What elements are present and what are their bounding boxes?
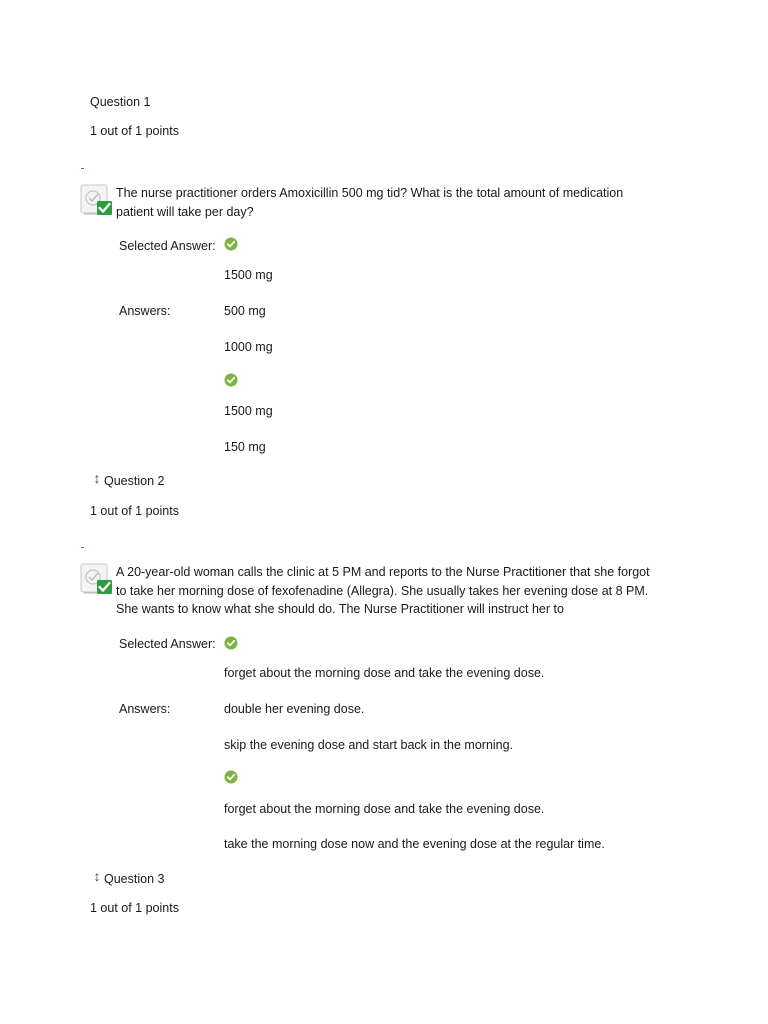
question-3-points: 1 out of 1 points [90, 901, 179, 915]
question-3-title: Question 3 [104, 872, 165, 886]
answers-label: Answers: [119, 304, 171, 318]
question-2-text: A 20-year-old woman calls the clinic at 5 PM and reports to the Nurse Practitioner that she forgot to take her morning dose of fexofenadine (Allegra). She usually takes her evening dose at 8 PM. She wants to know what she should do. The Nurse Practitioner will instruct her to [116, 565, 650, 616]
up-down-arrow-icon[interactable]: ↕ [93, 470, 101, 486]
check-circle-icon [224, 373, 238, 387]
answer-option: 150 mg [224, 440, 266, 454]
answer-option: take the morning dose now and the evening dose at the regular time. [224, 837, 605, 851]
up-down-arrow-icon[interactable]: ↕ [93, 868, 101, 884]
check-circle-icon [224, 237, 238, 251]
selected-answer-value: 1500 mg [224, 268, 273, 282]
anchor-dash [81, 547, 84, 548]
answer-option: double her evening dose. [224, 702, 365, 716]
question-1-points: 1 out of 1 points [90, 124, 179, 138]
answers-label: Answers: [119, 702, 171, 716]
question-2-title: Question 2 [104, 474, 165, 488]
answer-option: 1000 mg [224, 340, 273, 354]
check-circle-icon [224, 770, 238, 784]
selected-answer-label: Selected Answer: [119, 239, 216, 253]
question-1-text: The nurse practitioner orders Amoxicillin 500 mg tid? What is the total amount of medication patient will take per day? [116, 186, 624, 219]
answer-option: 500 mg [224, 304, 266, 318]
anchor-dash [81, 168, 84, 169]
selected-answer-value: forget about the morning dose and take the evening dose. [224, 666, 545, 680]
selected-answer-label: Selected Answer: [119, 637, 216, 651]
graded-correct-icon [80, 562, 114, 596]
check-circle-icon [224, 636, 238, 650]
answer-option: skip the evening dose and start back in the morning. [224, 738, 514, 752]
answer-option-correct: 1500 mg [224, 404, 273, 418]
question-1-title: Question 1 [90, 95, 151, 109]
answer-option-correct: forget about the morning dose and take the evening dose. [224, 802, 545, 816]
graded-correct-icon [80, 183, 114, 217]
question-2-points: 1 out of 1 points [90, 504, 179, 518]
